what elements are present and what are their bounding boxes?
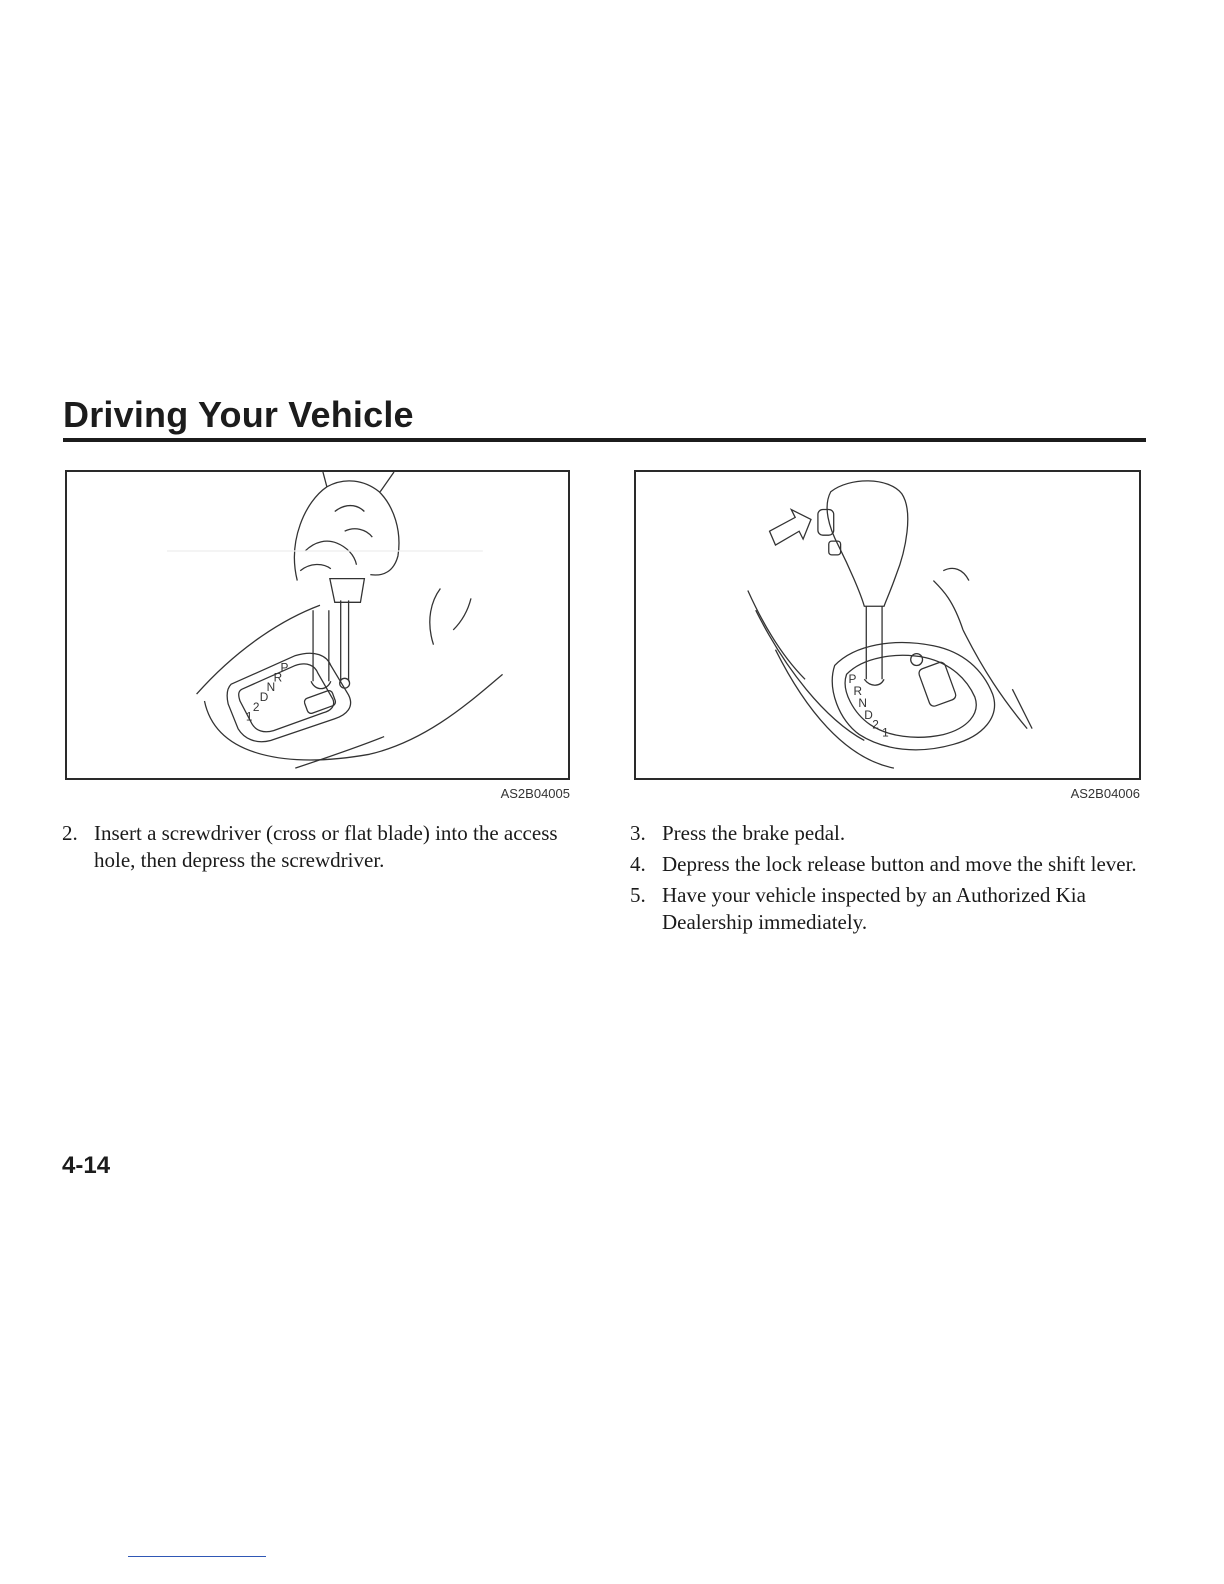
arrow-icon [770,510,811,546]
step-number: 5. [630,883,646,907]
gear-label-2: 2 [252,699,260,714]
figure-code: AS2B04006 [1070,786,1140,801]
gear-label-2: 2 [872,717,879,732]
instruction-list [630,820,1150,940]
gear-indicator [246,660,289,723]
title-rule [63,438,1146,442]
gear-label-n: N [266,680,276,695]
gear-label-n: N [858,695,867,710]
screwdriver-illustration [65,470,570,780]
footer-link-underline[interactable] [128,1556,266,1557]
figure-code: AS2B04005 [500,786,570,801]
step-text: Have your vehicle inspected by an Authorized Kia Dealership immediately. [662,883,1086,934]
gear-label-1: 1 [882,725,889,740]
gear-label-p: P [848,672,857,687]
step-number: 3. [630,821,646,845]
gear-label-r: R [853,684,862,699]
step-text: Depress the lock release button and move the shift lever. [662,852,1137,876]
page-number: 4-14 [62,1152,111,1179]
step-number: 2. [62,821,78,845]
instruction-step [630,851,1150,878]
gear-label-r: R [273,670,283,685]
gear-label-d: D [259,690,269,705]
instruction-list [62,820,562,878]
instruction-step [630,820,1150,847]
instruction-step [62,820,562,874]
step-number: 4. [630,852,646,876]
step-text: Press the brake pedal. [662,821,846,845]
gear-label-1: 1 [245,709,253,724]
step-text: Insert a screwdriver (cross or flat blade) into the access hole, then depress the screwdriver. [94,821,558,872]
gear-label-p: P [280,660,289,675]
section-title: Driving Your Vehicle [63,394,414,435]
instruction-step [630,882,1150,936]
gear-label-d: D [864,707,873,722]
shift-lever-illustration [634,470,1141,780]
